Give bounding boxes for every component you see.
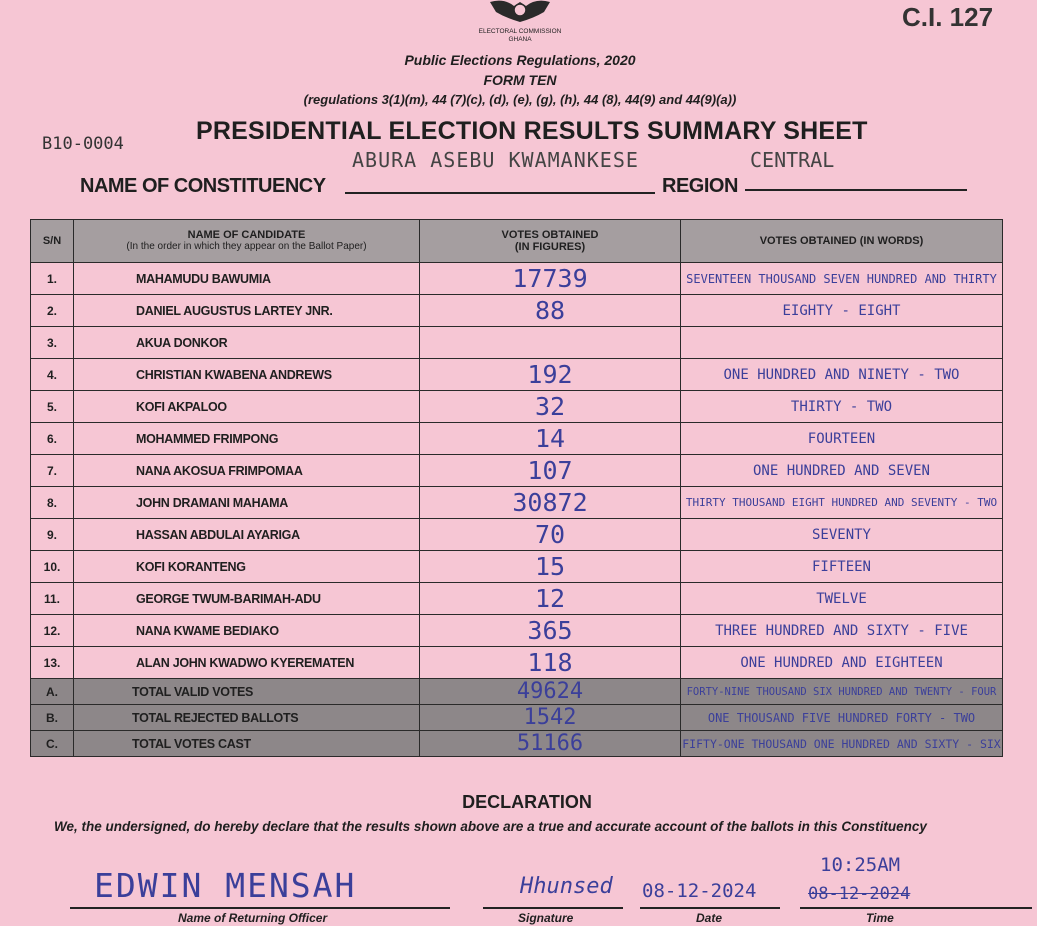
votes-figures: 49624 (420, 679, 681, 705)
date-caption: Date (696, 911, 723, 925)
candidate-name: TOTAL REJECTED BALLOTS (74, 705, 420, 731)
candidate-name: MAHAMUDU BAWUMIA (74, 263, 420, 295)
row-sn: 6. (31, 423, 74, 455)
votes-words: THIRTY THOUSAND EIGHT HUNDRED AND SEVENTY - TWO (681, 487, 1003, 519)
votes-words: FORTY-NINE THOUSAND SIX HUNDRED AND TWENTY - FOUR (681, 679, 1003, 705)
candidate-row (31, 519, 1003, 551)
votes-words: THREE HUNDRED AND SIXTY - FIVE (681, 615, 1003, 647)
candidate-row (31, 647, 1003, 679)
header-figures-subtitle: (IN FIGURES) (514, 241, 586, 253)
votes-figures: 51166 (420, 731, 681, 757)
candidate-name: KOFI KORANTENG (74, 551, 420, 583)
signature-handwritten: Hhunsed (520, 874, 613, 899)
declaration-text: We, the undersigned, do hereby declare that the results shown above are a true and accurate account of the ballots in this Constituency (54, 819, 927, 834)
region-underline (745, 189, 967, 191)
total-row (31, 679, 1003, 705)
row-sn: 9. (31, 519, 74, 551)
candidate-name: JOHN DRAMANI MAHAMA (74, 487, 420, 519)
constituency-value: ABURA ASEBU KWAMANKESE (352, 148, 639, 172)
header-figures-title: VOTES OBTAINED (501, 229, 599, 241)
header-name (74, 220, 420, 263)
header-sn: S/N (31, 220, 74, 263)
votes-words: EIGHTY - EIGHT (681, 295, 1003, 327)
row-sn: 7. (31, 455, 74, 487)
votes-words: SEVENTEEN THOUSAND SEVEN HUNDRED AND THIRTY (681, 263, 1003, 295)
signature-line (483, 907, 623, 909)
votes-figures: 14 (420, 423, 681, 455)
constituency-label: NAME OF CONSTITUENCY (80, 175, 326, 197)
header-name-subtitle: (In the order in which they appear on the Ballot Paper) (126, 241, 367, 252)
votes-words: FIFTY-ONE THOUSAND ONE HUNDRED AND SIXTY - SIX (681, 731, 1003, 757)
votes-words: FIFTEEN (681, 551, 1003, 583)
candidate-row (31, 615, 1003, 647)
candidate-name: GEORGE TWUM-BARIMAH-ADU (74, 583, 420, 615)
votes-words: FOURTEEN (681, 423, 1003, 455)
time-handwritten: 10:25AM (820, 854, 901, 876)
results-table (30, 219, 1003, 757)
row-sn: 10. (31, 551, 74, 583)
votes-words: THIRTY - TWO (681, 391, 1003, 423)
votes-figures: 15 (420, 551, 681, 583)
votes-figures: 30872 (420, 487, 681, 519)
row-sn: 3. (31, 327, 74, 359)
candidate-name: ALAN JOHN KWADWO KYEREMATEN (74, 647, 420, 679)
date-handwritten: 08-12-2024 (642, 880, 757, 902)
candidate-name: NANA KWAME BEDIAKO (74, 615, 420, 647)
row-sn: 1. (31, 263, 74, 295)
header-words: VOTES OBTAINED (IN WORDS) (681, 220, 1003, 263)
candidate-row (31, 359, 1003, 391)
row-sn: 5. (31, 391, 74, 423)
votes-figures (420, 327, 681, 359)
votes-figures: 365 (420, 615, 681, 647)
candidate-name: NANA AKOSUA FRIMPOMAA (74, 455, 420, 487)
total-row (31, 731, 1003, 757)
votes-words: SEVENTY (681, 519, 1003, 551)
candidate-row (31, 391, 1003, 423)
region-value: CENTRAL (750, 148, 835, 172)
time-caption: Time (866, 911, 894, 925)
votes-words: ONE HUNDRED AND EIGHTEEN (681, 647, 1003, 679)
row-sn: B. (31, 705, 74, 731)
results-body (31, 263, 1003, 757)
sheet-code: B10-0004 (42, 134, 124, 154)
votes-figures: 32 (420, 391, 681, 423)
candidate-row (31, 583, 1003, 615)
row-sn: 8. (31, 487, 74, 519)
table-header-row (31, 220, 1003, 263)
votes-figures: 107 (420, 455, 681, 487)
votes-figures: 118 (420, 647, 681, 679)
votes-figures: 192 (420, 359, 681, 391)
time-line (800, 907, 1032, 909)
total-row (31, 705, 1003, 731)
row-sn: 4. (31, 359, 74, 391)
candidate-row (31, 327, 1003, 359)
officer-name-handwritten: EDWIN MENSAH (94, 866, 357, 905)
candidate-row (31, 455, 1003, 487)
candidate-name: DANIEL AUGUSTUS LARTEY JNR. (74, 295, 420, 327)
header-name-title: NAME OF CANDIDATE (187, 229, 306, 241)
row-sn: 11. (31, 583, 74, 615)
candidate-name: CHRISTIAN KWABENA ANDREWS (74, 359, 420, 391)
candidate-row (31, 423, 1003, 455)
signature-caption: Signature (518, 911, 574, 925)
row-sn: C. (31, 731, 74, 757)
officer-signature-line (70, 907, 450, 909)
regulations-block (300, 50, 740, 110)
form-number: FORM TEN (483, 72, 557, 88)
coat-of-arms-emblem (484, 0, 556, 24)
votes-figures: 70 (420, 519, 681, 551)
votes-words (681, 327, 1003, 359)
votes-words: ONE HUNDRED AND NINETY - TWO (681, 359, 1003, 391)
candidate-row (31, 295, 1003, 327)
constituency-underline (345, 192, 655, 194)
votes-figures: 12 (420, 583, 681, 615)
votes-words: ONE THOUSAND FIVE HUNDRED FORTY - TWO (681, 705, 1003, 731)
candidate-name: MOHAMMED FRIMPONG (74, 423, 420, 455)
row-sn: A. (31, 679, 74, 705)
regulations-reference: (regulations 3(1)(m), 44 (7)(c), (d), (e), (g), (h), 44 (8), 44(9) and 44(9)(a)) (303, 92, 737, 107)
candidate-name: HASSAN ABDULAI AYARIGA (74, 519, 420, 551)
candidate-name: TOTAL VALID VOTES (74, 679, 420, 705)
region-label: REGION (662, 175, 738, 197)
date-line (640, 907, 780, 909)
commission-name: ELECTORAL COMMISSION GHANA (478, 28, 562, 43)
row-sn: 12. (31, 615, 74, 647)
regulations-title: Public Elections Regulations, 2020 (404, 52, 636, 68)
officer-caption: Name of Returning Officer (178, 911, 328, 925)
header-figures (420, 220, 681, 263)
votes-words: TWELVE (681, 583, 1003, 615)
candidate-row (31, 551, 1003, 583)
candidate-name: TOTAL VOTES CAST (74, 731, 420, 757)
candidate-name: AKUA DONKOR (74, 327, 420, 359)
page-title: PRESIDENTIAL ELECTION RESULTS SUMMARY SHEET (196, 117, 868, 145)
row-sn: 2. (31, 295, 74, 327)
votes-words: ONE HUNDRED AND SEVEN (681, 455, 1003, 487)
candidate-row (31, 263, 1003, 295)
row-sn: 13. (31, 647, 74, 679)
votes-figures: 88 (420, 295, 681, 327)
time-date-struck: 08-12-2024 (808, 884, 911, 904)
votes-figures: 1542 (420, 705, 681, 731)
candidate-name: KOFI AKPALOO (74, 391, 420, 423)
declaration-title: DECLARATION (462, 792, 592, 812)
candidate-row (31, 487, 1003, 519)
votes-figures: 17739 (420, 263, 681, 295)
ci-number: C.I. 127 (902, 2, 994, 32)
